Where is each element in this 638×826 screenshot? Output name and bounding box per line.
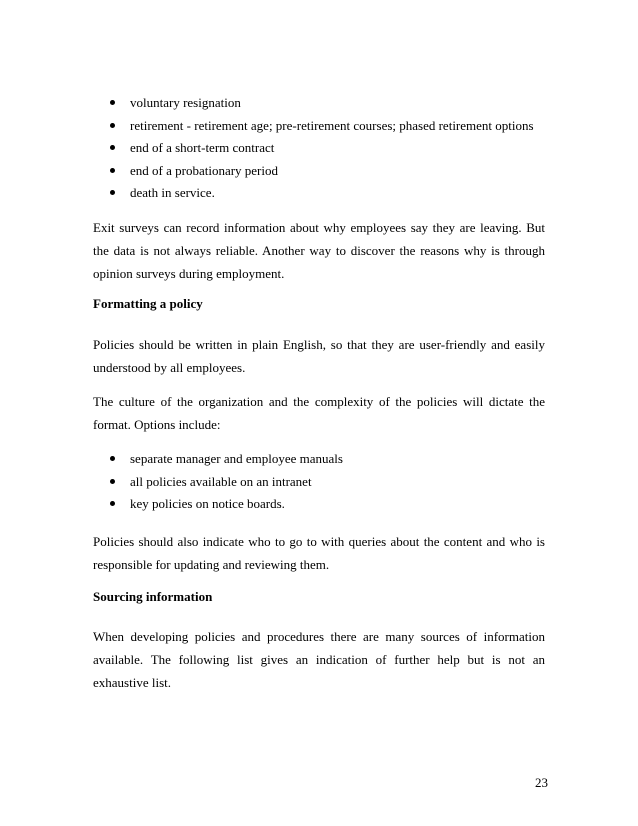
culture-paragraph: The culture of the organization and the complexity of the policies will dictate the format. Options include:: [93, 394, 545, 432]
list-item: [110, 141, 534, 164]
bullet-icon: [110, 123, 115, 128]
bullet-icon: [110, 501, 115, 506]
list-item: [110, 119, 534, 142]
list-item-text: end of a short-term contract: [130, 140, 275, 155]
list-item: [110, 452, 343, 475]
list-item-text: separate manager and employee manuals: [130, 451, 343, 466]
sources-paragraph: When developing policies and procedures there are many sources of information available. The following list gives an indication of further help but is not an exhaustive list.: [93, 629, 545, 690]
list-item: [110, 96, 534, 119]
bullet-icon: [110, 456, 115, 461]
list-item-text: retirement - retirement age; pre-retirement courses; phased retirement options: [130, 117, 534, 133]
page-number: 23: [535, 775, 548, 790]
bullet-icon: [110, 479, 115, 484]
exit-surveys-paragraph: Exit surveys can record information about why employees say they are leaving. But the data is not always reliable. Another way to discover the reasons why is through opinion surveys during employment.: [93, 220, 545, 281]
list-item-text: all policies available on an intranet: [130, 473, 312, 489]
list-item: [110, 186, 534, 209]
list-item-text: voluntary resignation: [130, 95, 241, 110]
list-item-text: death in service.: [130, 185, 215, 200]
list-item-text: end of a probationary period: [130, 162, 279, 178]
queries-paragraph: Policies should also indicate who to go to with queries about the content and who is responsible for updating and reviewing them.: [93, 534, 545, 572]
bullet-icon: [110, 168, 115, 173]
formatting-policy-heading: Formatting a policy: [93, 296, 203, 311]
bullet-icon: [110, 190, 115, 195]
list-item-text: key policies on notice boards.: [130, 496, 285, 511]
bullet-icon: [110, 145, 115, 150]
plain-english-paragraph: Policies should be written in plain English, so that they are user-friendly and easily understood by all employees.: [93, 337, 545, 375]
list-item: [110, 164, 534, 187]
exit-reasons-list: [110, 96, 534, 209]
bullet-icon: [110, 100, 115, 105]
format-options-list: [110, 452, 343, 520]
sourcing-information-heading: Sourcing information: [93, 589, 213, 604]
list-item: [110, 497, 343, 520]
list-item: [110, 475, 343, 498]
